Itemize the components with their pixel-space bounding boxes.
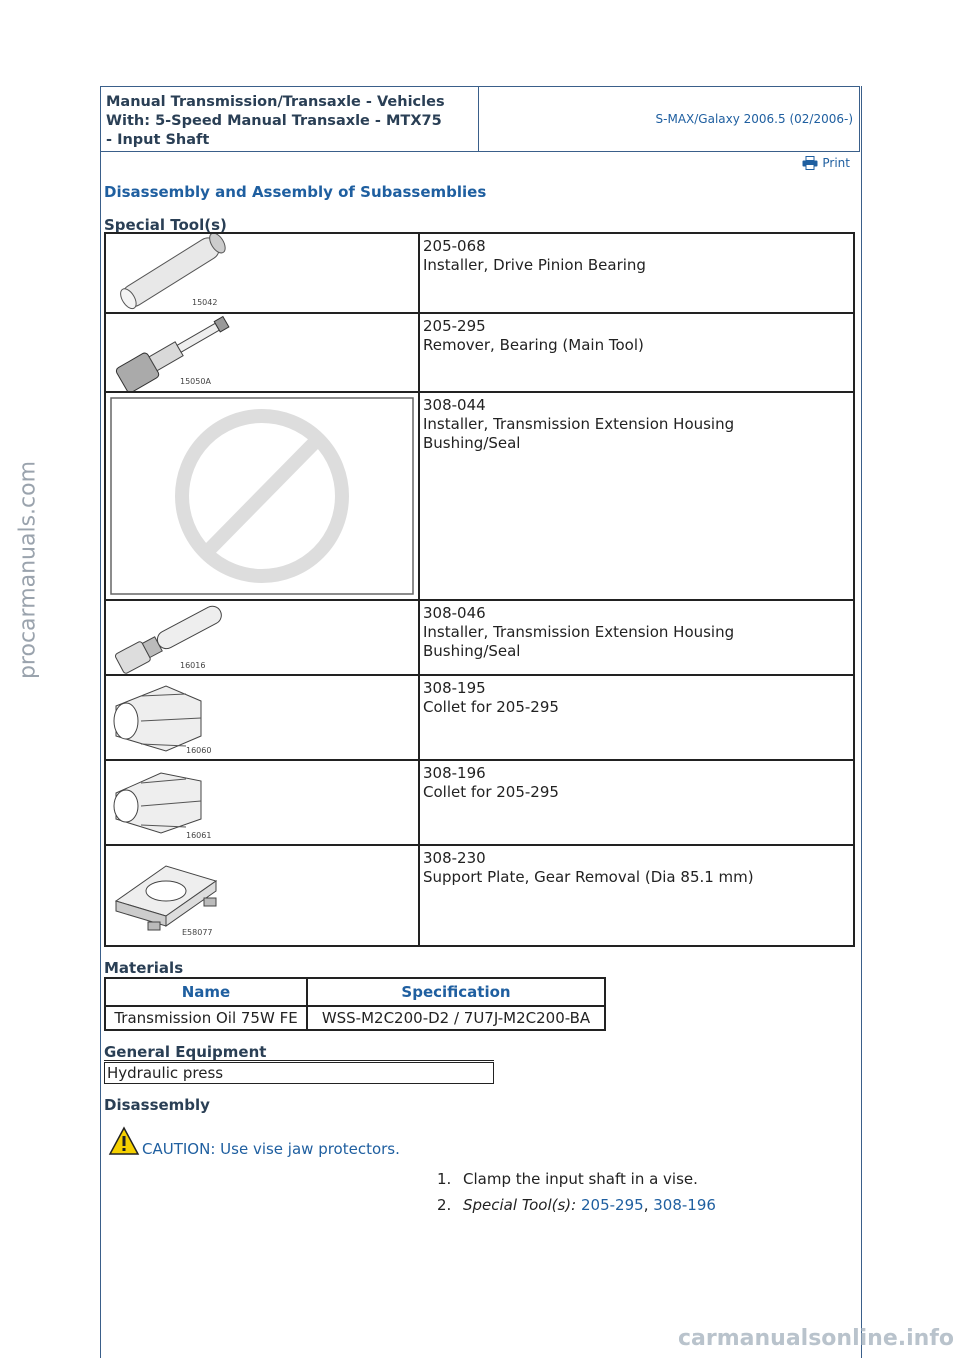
header-title-line: - Input Shaft [106, 132, 210, 148]
printer-icon [802, 156, 818, 170]
print-label[interactable]: Print [822, 156, 850, 170]
general-equipment-item: Hydraulic press [104, 1062, 494, 1084]
materials-heading: Materials [104, 959, 184, 977]
table-row [105, 313, 854, 392]
tool-code: 205-068 [423, 237, 486, 255]
tool-image-cell [105, 760, 419, 845]
table-row [105, 675, 854, 760]
image-code-label: 15050A [180, 377, 211, 386]
tool-code: 308-230 [423, 849, 486, 867]
tool-text-cell [419, 845, 854, 946]
general-equipment-heading: General Equipment [104, 1043, 267, 1061]
tool-text-cell [419, 675, 854, 760]
image-unavailable-icon [106, 393, 418, 599]
tool-image-cell [105, 392, 419, 600]
disassembly-heading: Disassembly [104, 1096, 210, 1114]
table-row [105, 392, 854, 600]
table-row [105, 760, 854, 845]
column-header-specification: Specification [307, 978, 605, 1006]
divider [104, 1060, 494, 1061]
tool-image-cell [105, 845, 419, 946]
tool-text-cell [419, 600, 854, 675]
step-number: 1. [437, 1170, 452, 1188]
tool-link-308-196[interactable]: 308-196 [653, 1196, 716, 1214]
material-name: Transmission Oil 75W FE [105, 1006, 307, 1030]
caution-notice [108, 1126, 400, 1156]
image-code-label: 15042 [192, 298, 218, 307]
side-watermark-text: procarmanuals.com [15, 460, 41, 680]
image-code-label: 16061 [186, 831, 212, 840]
bearing-installer-icon [106, 234, 418, 312]
collet-icon [106, 676, 418, 759]
column-header-name: Name [105, 978, 307, 1006]
tool-image-cell [105, 600, 419, 675]
tool-image-cell [105, 313, 419, 392]
bearing-remover-icon [106, 314, 418, 391]
tool-text-cell [419, 392, 854, 600]
seal-installer-icon [106, 601, 418, 674]
side-watermark [8, 360, 48, 780]
material-spec: WSS-M2C200-D2 / 7U7J-M2C200-BA [307, 1006, 605, 1030]
model-label: S-MAX/Galaxy 2006.5 (02/2006-) [655, 112, 853, 126]
tool-description: Support Plate, Gear Removal (Dia 85.1 mm) [423, 868, 754, 886]
warning-triangle-icon [108, 1126, 140, 1156]
header-title [101, 87, 479, 151]
tool-text-cell [419, 313, 854, 392]
table-row [105, 233, 854, 313]
tool-code: 308-044 [423, 396, 486, 414]
image-code-label: E58077 [182, 928, 213, 937]
link-separator: , [643, 1196, 649, 1214]
step-number: 2. [437, 1196, 452, 1214]
tool-description: Remover, Bearing (Main Tool) [423, 336, 644, 354]
bottom-watermark: carmanualsonline.info [678, 1326, 954, 1351]
tool-link-205-295[interactable]: 205-295 [581, 1196, 644, 1214]
step-1 [437, 1170, 698, 1188]
tool-image-cell [105, 675, 419, 760]
table-row [105, 600, 854, 675]
caution-text: CAUTION: Use vise jaw protectors. [142, 1140, 400, 1158]
table-header-row [105, 978, 605, 1006]
step-prefix: Special Tool(s): [463, 1196, 577, 1214]
tool-code: 308-196 [423, 764, 486, 782]
tool-description: Installer, Transmission Extension Housing Bushing/Seal [423, 623, 735, 660]
tool-text-cell [419, 760, 854, 845]
table-row [105, 845, 854, 946]
step-2 [437, 1196, 716, 1214]
tool-code: 205-295 [423, 317, 486, 335]
tool-text-cell [419, 233, 854, 313]
table-row [105, 1006, 605, 1030]
header-model [479, 87, 859, 151]
materials-table [104, 977, 606, 1031]
tool-code: 308-046 [423, 604, 486, 622]
support-plate-icon [106, 846, 418, 945]
document-header [100, 86, 860, 152]
header-title-line: Manual Transmission/Transaxle - Vehicles [106, 94, 445, 110]
tool-description: Installer, Drive Pinion Bearing [423, 256, 646, 274]
image-code-label: 16060 [186, 746, 212, 755]
header-title-line: With: 5-Speed Manual Transaxle - MTX75 [106, 113, 442, 129]
tool-description: Collet for 205-295 [423, 698, 559, 716]
special-tools-table [104, 232, 855, 947]
step-text: Clamp the input shaft in a vise. [463, 1170, 698, 1188]
special-tools-heading: Special Tool(s) [104, 216, 227, 234]
tool-code: 308-195 [423, 679, 486, 697]
tool-description: Collet for 205-295 [423, 783, 559, 801]
section-title: Disassembly and Assembly of Subassemblies [104, 183, 487, 201]
print-button[interactable] [802, 156, 850, 170]
tool-description: Installer, Transmission Extension Housing Bushing/Seal [423, 415, 735, 452]
collet-icon [106, 761, 418, 844]
tool-image-cell [105, 233, 419, 313]
image-code-label: 16016 [180, 661, 206, 670]
